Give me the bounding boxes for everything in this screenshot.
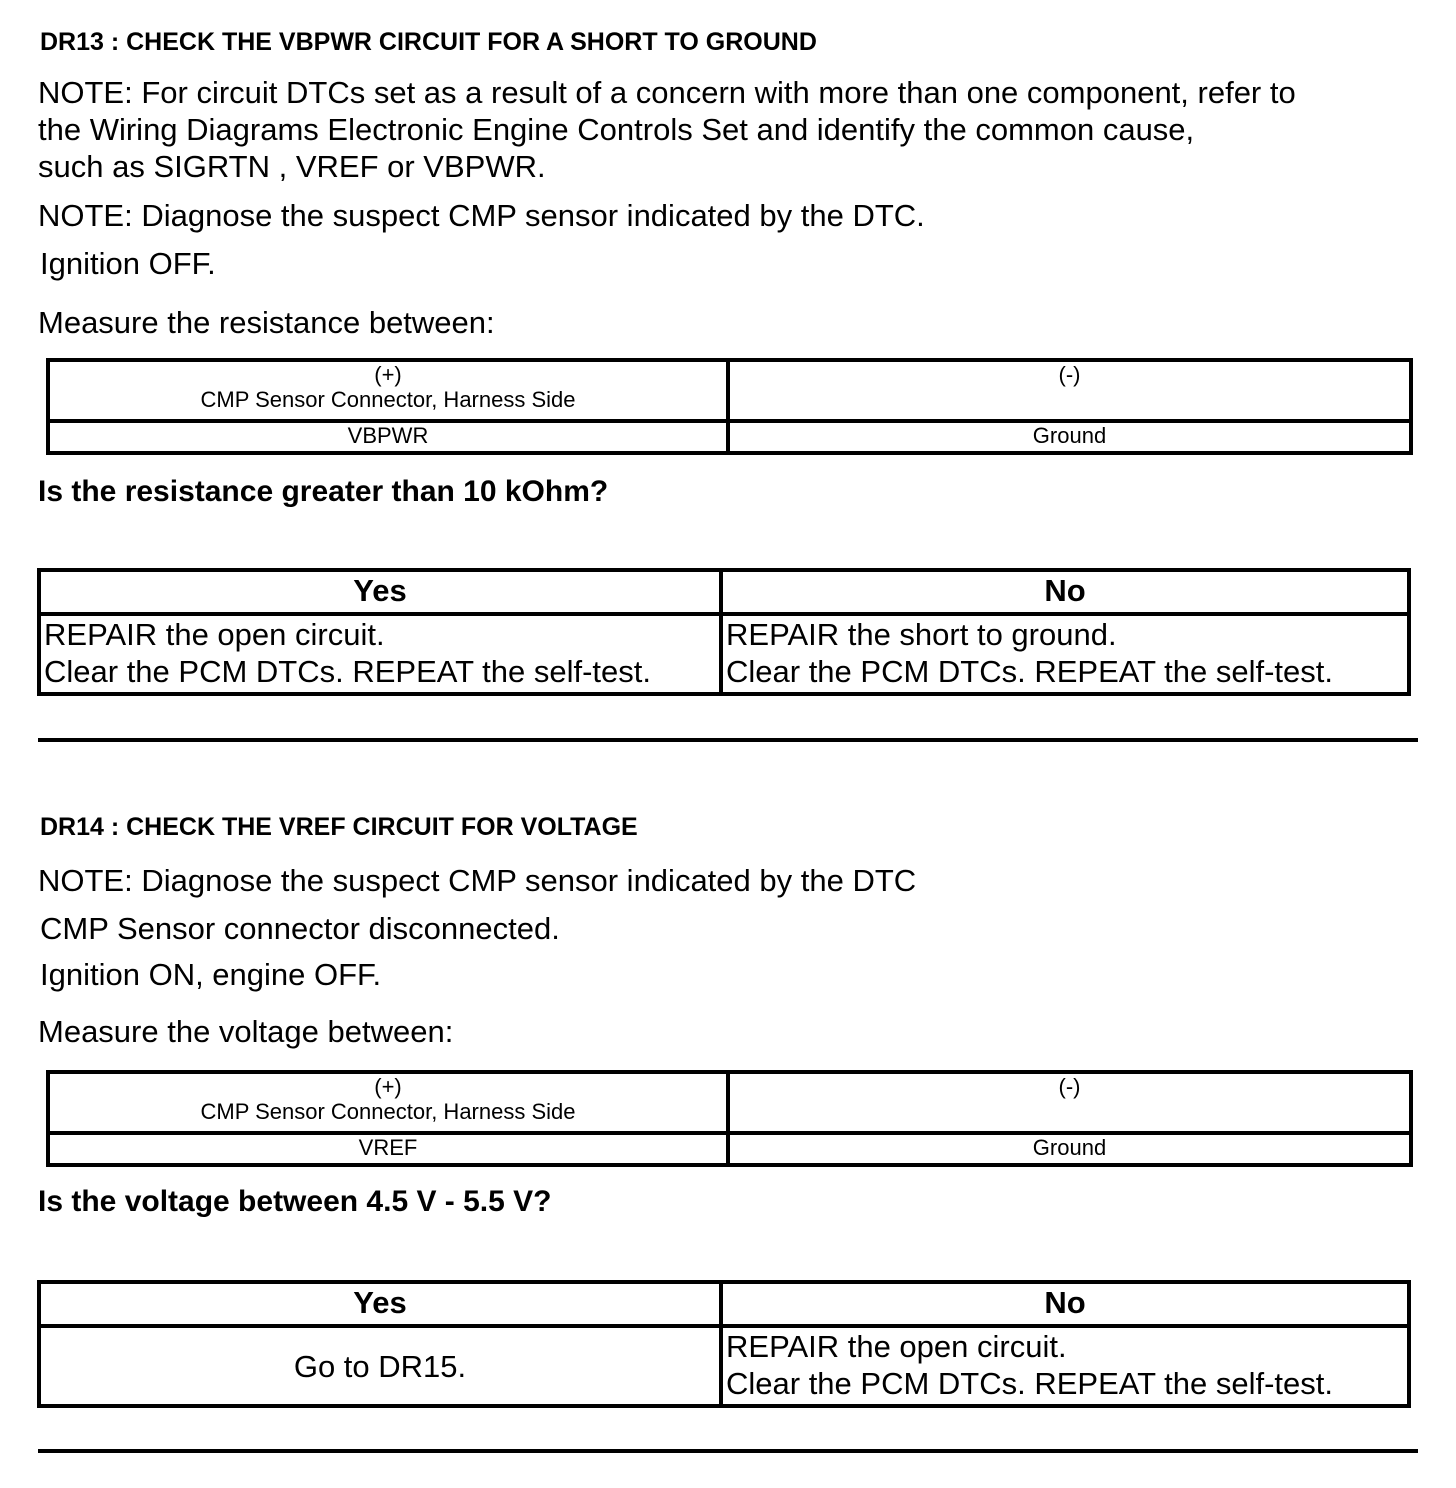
dr13-note-diagnose: NOTE: Diagnose the suspect CMP sensor indicated by the DTC. xyxy=(38,198,925,233)
dr14-yes-action: Go to DR15. xyxy=(39,1326,721,1406)
dr14-yes-header: Yes xyxy=(39,1282,721,1326)
dr13-measure-instruction: Measure the resistance between: xyxy=(38,305,495,340)
dr13-note-common-cause: NOTE: For circuit DTCs set as a result of a concern with more than one component, refer to the Wiring Diagrams Electronic Engine Controls Set and identify the common cause, such as SIGRTN , VREF or VBPWR. xyxy=(38,75,1296,184)
dr14-result-table xyxy=(37,1280,1411,1408)
dr14-minus-value: Ground xyxy=(728,1133,1411,1165)
dr13-minus-header: (-) xyxy=(728,360,1411,421)
dr14-no-header: No xyxy=(721,1282,1409,1326)
dr13-step-ignition-off: Ignition OFF. xyxy=(40,246,216,281)
dr14-plus-value: VREF xyxy=(48,1133,728,1165)
dr14-title: DR14 : CHECK THE VREF CIRCUIT FOR VOLTAGE xyxy=(40,813,638,841)
dr13-title: DR13 : CHECK THE VBPWR CIRCUIT FOR A SHORT TO GROUND xyxy=(40,28,817,56)
section-divider xyxy=(38,738,1418,742)
dr13-no-header: No xyxy=(721,570,1409,614)
dr13-question: Is the resistance greater than 10 kOhm? xyxy=(38,475,609,508)
dr13-measurement-table xyxy=(46,358,1413,455)
dr14-measure-instruction: Measure the voltage between: xyxy=(38,1014,454,1049)
dr14-no-action: REPAIR the open circuit. Clear the PCM DTCs. REPEAT the self-test. xyxy=(721,1326,1409,1406)
dr13-plus-header: (+) CMP Sensor Connector, Harness Side xyxy=(48,360,728,421)
dr14-plus-header: (+) CMP Sensor Connector, Harness Side xyxy=(48,1072,728,1133)
dr13-no-action: REPAIR the short to ground. Clear the PCM DTCs. REPEAT the self-test. xyxy=(721,614,1409,694)
bottom-divider xyxy=(38,1449,1418,1453)
dr14-step-ignition-on: Ignition ON, engine OFF. xyxy=(40,957,382,992)
dr13-result-table xyxy=(37,568,1411,696)
dr13-plus-value: VBPWR xyxy=(48,421,728,453)
dr14-question: Is the voltage between 4.5 V - 5.5 V? xyxy=(38,1185,552,1218)
dr13-minus-value: Ground xyxy=(728,421,1411,453)
dr14-measurement-table xyxy=(46,1070,1413,1167)
dr13-yes-header: Yes xyxy=(39,570,721,614)
dr14-note-diagnose: NOTE: Diagnose the suspect CMP sensor indicated by the DTC xyxy=(38,863,917,898)
dr14-minus-header: (-) xyxy=(728,1072,1411,1133)
dr13-yes-action: REPAIR the open circuit. Clear the PCM DTCs. REPEAT the self-test. xyxy=(39,614,721,694)
dr14-step-connector-disconnected: CMP Sensor connector disconnected. xyxy=(40,911,560,946)
